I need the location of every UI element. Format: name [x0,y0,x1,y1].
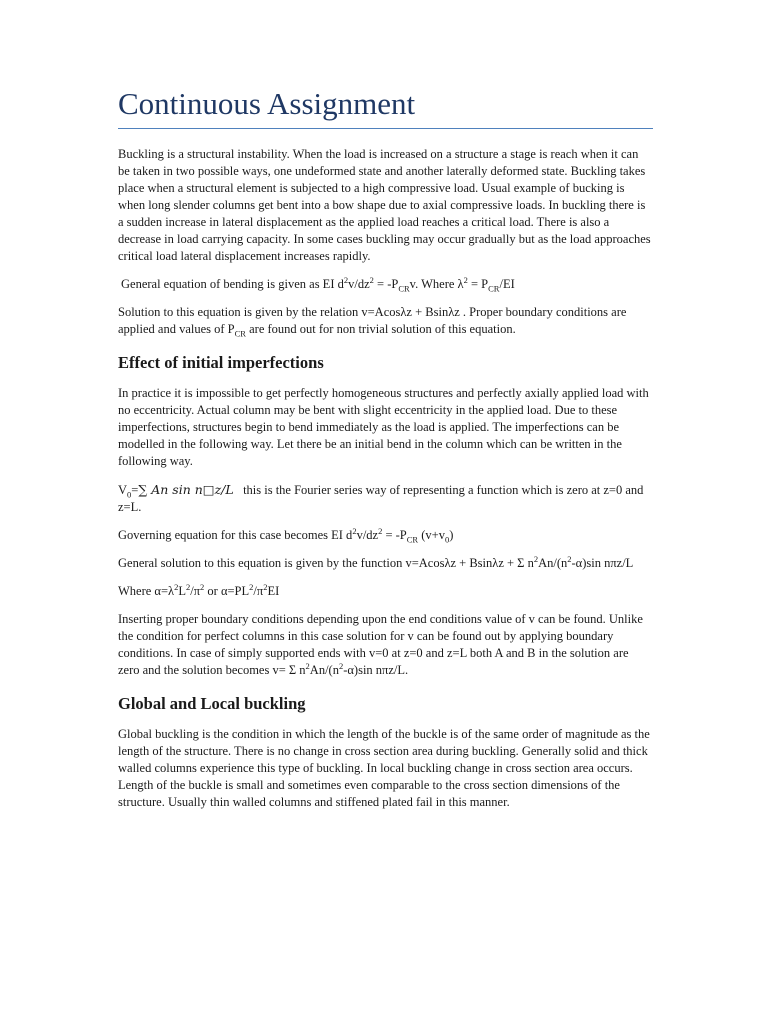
document-title: Continuous Assignment [118,86,416,121]
solution-paragraph: Solution to this equation is given by the relation v=Acosλz + Bsinλz . Proper boundary conditions are applied and values of $P_{CR}$ are found out for non trivial solution of this equation. [118,305,627,339]
alpha-definition: Where $\alpha=\lambda^2L^2/\pi^2$ or $\alpha=PL^2/\pi^2EI$ [118,581,280,598]
fourier-series-paragraph: $V_0=\sum$ An sin n□z/L this is the Fourier series way of representing a function which is zero at z=0 and z=L. [118,482,647,514]
boundary-conditions-paragraph: Inserting proper boundary conditions depending upon the end conditions value of v can be found. Unlike the condition for perfect columns in this case solution for v can be found out by applying boundary conditions. In case of simply supported ends with v=0 at z=0 and z=L both A and B in the solution are zero and the solution becomes v= Σ $n^2An/(n^2-\alpha)\sin$ nπz/L. [118,612,643,677]
intro-paragraph: Buckling is a structural instability. When the load is increased on a structure a stage is reach when it can be taken in two possible ways, one undeformed state and another laterally deformed state. Buckling takes place when a structural element is subjected to a high compressive load. Usual example of bucking is when long slender columns get bent into a bow shape due to axial compressive loads. In buckling there is a sudden increase in lateral displacement as the applied load reaches a critical load. There is also a decrease in load carrying capacity. In some cases buckling may occur gradually but as the load approaches critical load lateral displacement increases rapidly. [118,147,651,263]
global-local-heading: Global and Local buckling [118,694,306,713]
imperfections-paragraph: In practice it is impossible to get perfectly homogeneous structures and perfectly axially applied load with no eccentricity. Actual column may be bent with slight eccentricity in the applied load. Due to these imperfections, structures begin to bend immediately as the load is applied. The imperfections can be modelled in the following way. Let there be an initial bend in the column which can be written in the following way. [118,386,649,468]
imperfections-heading: Effect of initial imperfections [118,353,324,372]
document-page [118,84,653,822]
title-underline [118,128,653,129]
fourier-sum-formula: ∑ An sin n□z/L [138,482,234,497]
general-solution: General solution to this equation is given by the function v=Acosλz + Bsinλz + Σ $n^2An/(n^2-\alpha)\sin$ nπz/L [118,553,634,570]
bending-equation: General equation of bending is given as EI $d^2v/dz^2 = -P_{CR}v$. Where $\lambda^2 = P_{CR}/EI$ [121,274,515,294]
governing-equation: Governing equation for this case becomes EI $d^2v/dz^2 = -P_{CR}$ $(v+v_0)$ [118,525,454,545]
global-local-paragraph: Global buckling is the condition in which the length of the buckle is of the same order of magnitude as the length of the structure. There is no change in cross section area during buckling. Generally solid and thick walled columns experience this type of buckling. In local buckling change in cross section area occurs. Length of the buckle is small and sometimes even comparable to the cross section dimensions of the structure. Usually thin walled columns and stiffened plated fail in this manner. [118,727,650,809]
